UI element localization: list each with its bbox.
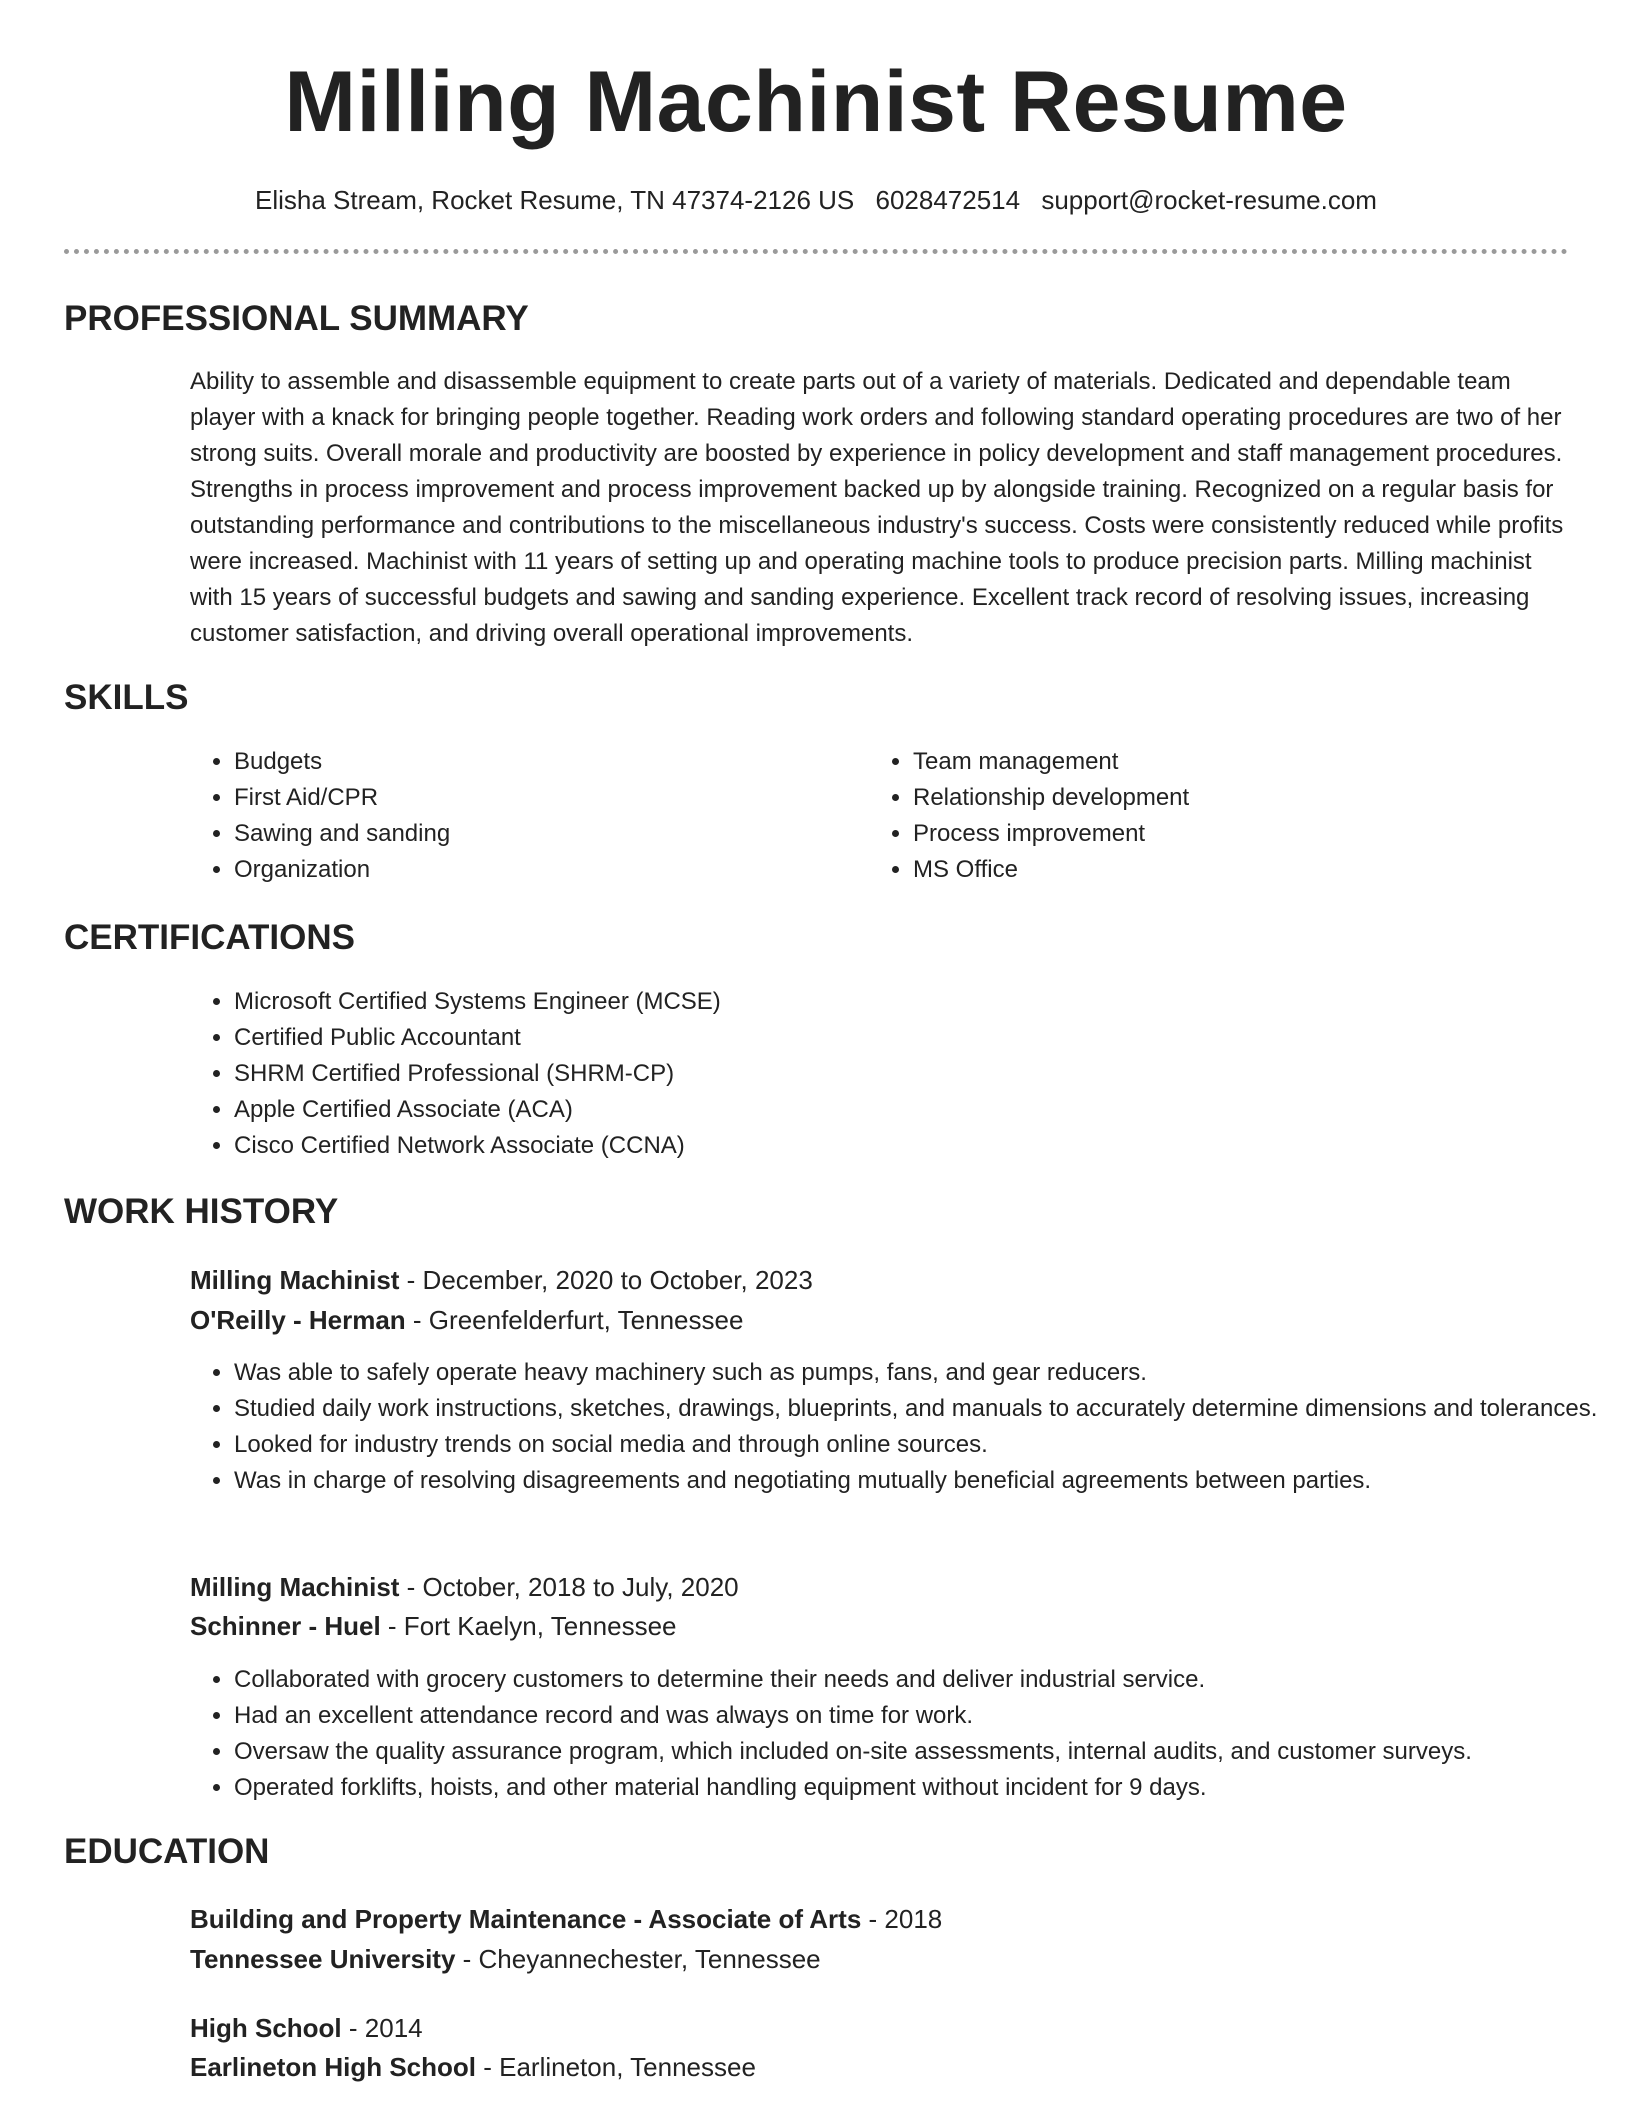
summary-text: Ability to assemble and disassemble equipment to create parts out of a variety of materials. Dedicated and dependable team player with a knack for bringing people together. Reading work orders and following standard operating procedures are two of her strong suits. Overall morale and productivity are boosted by experience in policy development and staff management procedures. Strengths in process improvement and process improvement backed up by alongside training. Recognized on a regular basis for outstanding performance and contributions to the miscellaneous industry's success. Costs were consistently reduced while profits were increased. Machinist with 11 years of setting up and operating machine tools to produce precision parts. Milling machinist with 15 years of successful budgets and sawing and sanding experience. Excellent track record of resolving issues, increasing customer satisfaction, and driving overall operational improvements. [190, 368, 1564, 647]
job-company: O'Reilly - Herman [190, 1305, 406, 1335]
contact-line [0, 182, 1632, 218]
skill-item: • Budgets [234, 744, 834, 780]
skill-item: • First Aid/CPR [234, 780, 834, 816]
certification-item: • Cisco Certified Network Associate (CCNA) [234, 1128, 1534, 1164]
job-dates: - December, 2020 to October, 2023 [399, 1265, 813, 1295]
certification-item: • Certified Public Accountant [234, 1020, 1534, 1056]
summary-heading: PROFESSIONAL SUMMARY [64, 299, 529, 338]
skills-list-left [190, 744, 834, 888]
education-heading: EDUCATION [64, 1832, 270, 1871]
education-school-line [190, 2048, 756, 2086]
certification-item: • Apple Certified Associate (ACA) [234, 1092, 1534, 1128]
job-dates: - October, 2018 to July, 2020 [399, 1572, 739, 1602]
skills-heading: SKILLS [64, 678, 189, 717]
education-school-line [190, 1940, 821, 1978]
job-bullet: • Studied daily work instructions, sketches, drawings, blueprints, and manuals to accurately determine dimensions and tolerances. [234, 1391, 1614, 1427]
certifications-heading: CERTIFICATIONS [64, 918, 356, 957]
job-bullets [190, 1355, 1614, 1499]
job-title: Milling Machinist [190, 1572, 400, 1602]
job-company-line [190, 1607, 677, 1645]
job-title-line [190, 1568, 739, 1606]
job-bullet: • Had an excellent attendance record and was always on time for work. [234, 1698, 1614, 1734]
education-year: - 2018 [861, 1904, 943, 1934]
header-divider [64, 249, 1568, 254]
job-company-line [190, 1301, 743, 1339]
contact-email[interactable]: support@rocket-resume.com [1041, 185, 1377, 215]
skill-item: • Organization [234, 852, 834, 888]
resume-title: Milling Machinist Resume [284, 54, 1348, 150]
job-location: - Greenfelderfurt, Tennessee [405, 1305, 744, 1335]
job-bullet: • Operated forklifts, hoists, and other material handling equipment without incident for 9 days. [234, 1770, 1614, 1806]
certification-item: • SHRM Certified Professional (SHRM-CP) [234, 1056, 1534, 1092]
education-degree-line [190, 2009, 423, 2047]
job-bullet: • Collaborated with grocery customers to determine their needs and deliver industrial service. [234, 1662, 1614, 1698]
job-location: - Fort Kaelyn, Tennessee [380, 1611, 677, 1641]
skill-item: • Team management [913, 744, 1513, 780]
job-title: Milling Machinist [190, 1265, 400, 1295]
contact-address: Elisha Stream, Rocket Resume, TN 47374-2126 US [255, 185, 855, 215]
education-year: - 2014 [341, 2013, 423, 2043]
education-degree: High School [190, 2013, 342, 2043]
skill-item: • MS Office [913, 852, 1513, 888]
job-bullet: • Looked for industry trends on social media and through online sources. [234, 1427, 1614, 1463]
education-location: - Cheyannechester, Tennessee [455, 1944, 821, 1974]
job-bullet: • Oversaw the quality assurance program, which included on-site assessments, internal audits, and customer surveys. [234, 1734, 1614, 1770]
contact-phone[interactable]: 6028472514 [875, 185, 1021, 215]
education-location: - Earlineton, Tennessee [476, 2052, 756, 2082]
education-degree: Building and Property Maintenance - Associate of Arts [190, 1904, 862, 1934]
certification-item: • Microsoft Certified Systems Engineer (MCSE) [234, 984, 1534, 1020]
skills-list-right [869, 744, 1513, 888]
job-company: Schinner - Huel [190, 1611, 381, 1641]
certifications-list [190, 984, 1534, 1164]
job-bullet: • Was able to safely operate heavy machinery such as pumps, fans, and gear reducers. [234, 1355, 1614, 1391]
work-history-heading: WORK HISTORY [64, 1192, 339, 1231]
skill-item: • Relationship development [913, 780, 1513, 816]
job-bullet: • Was in charge of resolving disagreements and negotiating mutually beneficial agreements between parties. [234, 1463, 1614, 1499]
skill-item: • Process improvement [913, 816, 1513, 852]
job-title-line [190, 1261, 813, 1299]
education-school: Tennessee University [190, 1944, 456, 1974]
skill-item: • Sawing and sanding [234, 816, 834, 852]
education-school: Earlineton High School [190, 2052, 477, 2082]
job-bullets [190, 1662, 1614, 1806]
education-degree-line [190, 1900, 942, 1938]
